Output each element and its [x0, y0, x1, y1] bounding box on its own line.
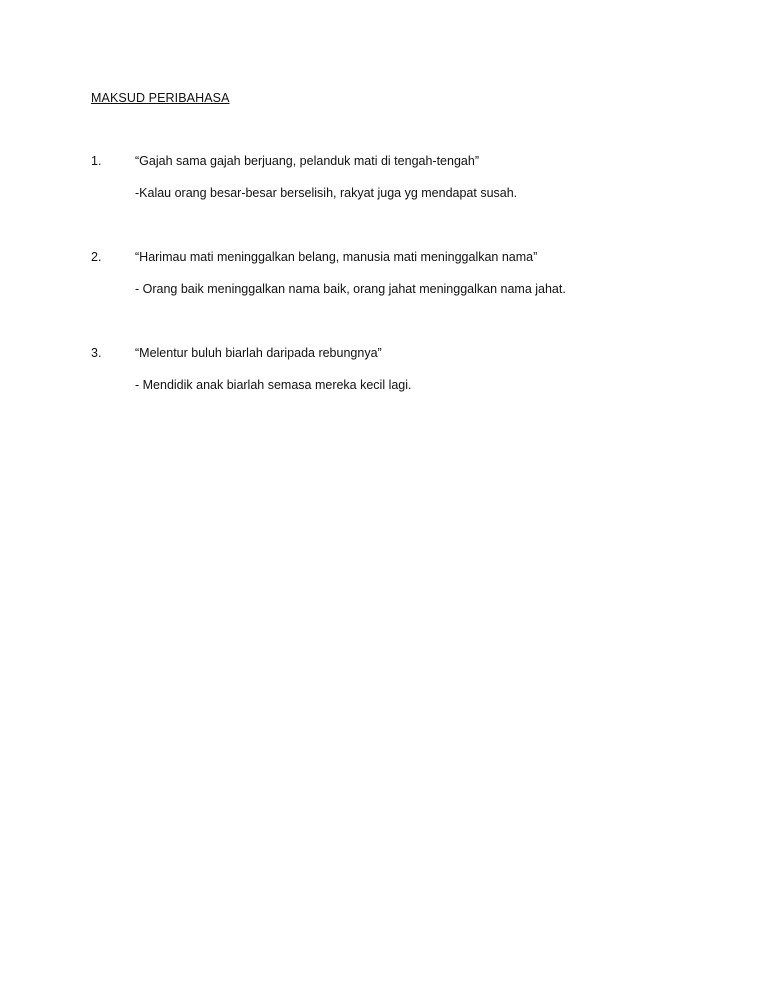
item-number: 2.: [91, 250, 102, 264]
proverb-text: “Gajah sama gajah berjuang, pelanduk mati di tengah-tengah”: [135, 154, 479, 168]
meaning-text: - Mendidik anak biarlah semasa mereka kecil lagi.: [135, 378, 412, 392]
proverb-text: “Harimau mati meninggalkan belang, manusia mati meninggalkan nama”: [135, 250, 538, 264]
meaning-text: - Orang baik meninggalkan nama baik, orang jahat meninggalkan nama jahat.: [135, 282, 566, 296]
proverb-text: “Melentur buluh biarlah daripada rebungnya”: [135, 346, 382, 360]
item-number: 3.: [91, 346, 102, 360]
document-title: MAKSUD PERIBAHASA: [91, 91, 230, 105]
item-number: 1.: [91, 154, 102, 168]
meaning-text: -Kalau orang besar-besar berselisih, rakyat juga yg mendapat susah.: [135, 186, 518, 200]
